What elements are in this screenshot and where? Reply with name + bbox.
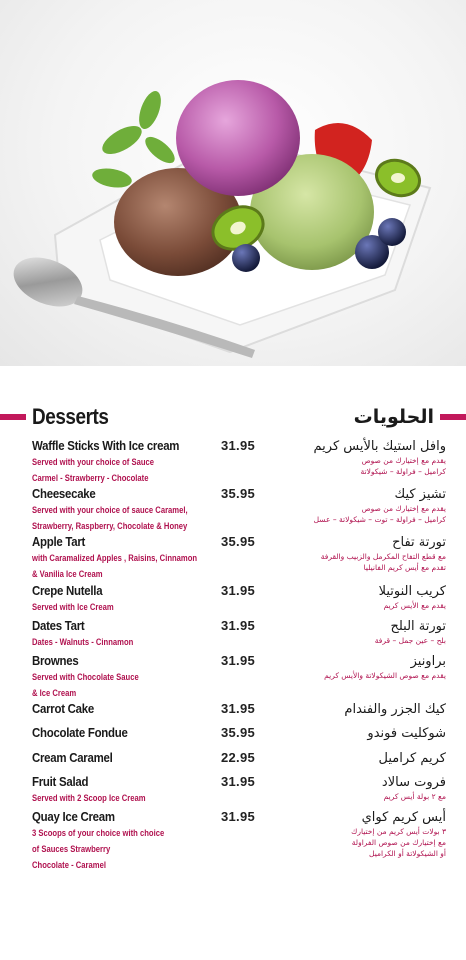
item-name-ar: شوكليت فوندو — [367, 726, 446, 741]
item-desc-en: with Caramalized Apples , Raisins, Cinnamon & Vanilia Ice Cream — [32, 553, 198, 579]
item-price: 31.95 — [221, 809, 256, 824]
item-desc-en: 3 Scoops of your choice with choice of Sauces Strawberry Chocolate - Caramel — [32, 828, 165, 870]
item-name-ar: كريب النوتيلا — [378, 584, 446, 599]
item-desc-en: Served with Ice Cream — [32, 602, 114, 612]
item-name-en: Quay Ice Cream — [32, 809, 115, 824]
item-desc-en: Served with 2 Scoop Ice Cream — [32, 793, 146, 803]
item-name-ar: فروت سالاد — [381, 775, 446, 790]
item-price: 35.95 — [221, 534, 256, 549]
ice-cream-bowl-illustration — [0, 0, 466, 366]
item-name-en: Carrot Cake — [32, 701, 94, 716]
accent-bar — [0, 414, 26, 420]
section-title-ar: الحلويات — [353, 406, 434, 428]
item-price: 31.95 — [221, 774, 256, 789]
item-name-ar: وافل استيك بالأيس كريم — [313, 439, 446, 454]
accent-bar — [440, 414, 466, 420]
item-name-en: Cheesecake — [32, 486, 96, 501]
item-name-en: Brownes — [32, 653, 79, 668]
item-desc-en: Served with your choice of Sauce Carmel - Strawberry - Chocolate — [32, 457, 155, 483]
item-desc-ar: مع ٢ بولة أيس كريم — [383, 792, 446, 801]
item-price: 31.95 — [221, 701, 256, 716]
item-name-en: Chocolate Fondue — [32, 725, 128, 740]
item-name-en: Waffle Sticks With Ice cream — [32, 438, 180, 453]
item-price: 31.95 — [221, 618, 256, 633]
item-desc-en: Dates - Walnuts - Cinnamon — [32, 637, 134, 647]
item-desc-en: Served with Chocolate Sauce & Ice Cream — [32, 672, 139, 698]
item-price: 35.95 — [221, 725, 256, 740]
section-header-ar — [354, 404, 466, 430]
item-price: 31.95 — [221, 653, 256, 668]
item-desc-ar: يقدم مع إختيارك من صوص كراميل – فراولة – توت – شيكولاتة – عسل — [313, 504, 446, 524]
item-name-ar: تشيز كيك — [394, 487, 446, 502]
item-price: 35.95 — [221, 486, 256, 501]
section-title-en: Desserts — [32, 404, 109, 429]
item-desc-ar: يقدم مع إختيارك من صوص كراميل – فراولة – شيكولاتة — [360, 456, 446, 476]
item-desc-en: Served with your choice of sauce Caramel, Strawberry, Raspberry, Chocolate & Honey — [32, 505, 188, 531]
item-desc-ar: مع قطع التفاح المكرمل والزبيب والقرفة تقدم مع أيس كريم الفانيليا — [320, 552, 446, 572]
item-name-ar: كريم كراميل — [378, 751, 446, 766]
berry-scoop-shape — [176, 80, 300, 196]
item-name-en: Dates Tart — [32, 618, 85, 633]
item-name-ar: براونيز — [410, 654, 446, 669]
hero-photo — [0, 0, 466, 366]
item-name-ar: كيك الجزر والفندام — [344, 702, 446, 717]
item-name-ar: تورتة البلح — [390, 619, 446, 634]
item-price: 31.95 — [221, 438, 256, 453]
item-desc-ar: يقدم مع صوص الشيكولاتة والأيس كريم — [324, 671, 446, 680]
item-name-en: Cream Caramel — [32, 750, 113, 765]
item-name-ar: تورتة تفاح — [392, 535, 446, 550]
section-header-en — [0, 404, 121, 430]
item-name-en: Fruit Salad — [32, 774, 89, 789]
item-price: 31.95 — [221, 583, 256, 598]
item-name-ar: أيس كريم كواي — [361, 810, 446, 825]
item-name-en: Crepe Nutella — [32, 583, 103, 598]
item-desc-ar: يقدم مع الأيس كريم — [383, 601, 446, 610]
item-desc-ar: بلح – عين جمل – قرفة — [374, 636, 446, 645]
item-name-en: Apple Tart — [32, 534, 86, 549]
item-price: 22.95 — [221, 750, 256, 765]
item-desc-ar: ٣ بولات أيس كريم من إختيارك مع إختيارك من صوص الفراولة أو الشيكولاتة أو الكراميل — [351, 827, 446, 858]
